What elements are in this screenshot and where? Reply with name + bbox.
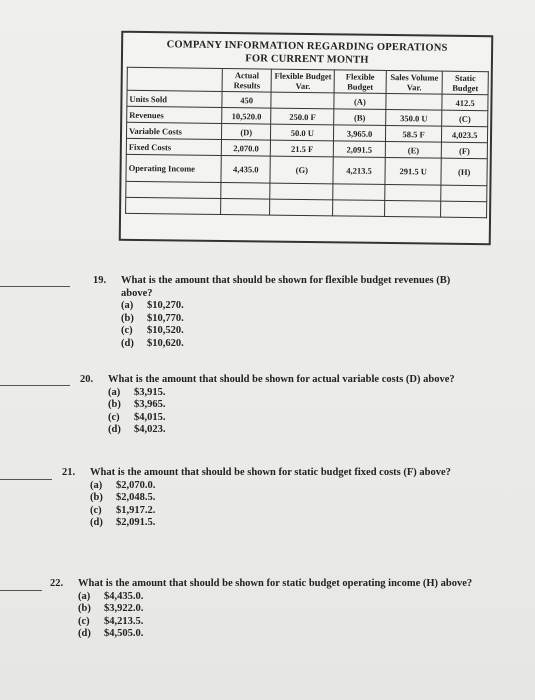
question-21 (62, 467, 520, 530)
table-cell: (H) (441, 158, 487, 186)
table-cell: 350.0 U (386, 109, 443, 126)
table-cell (271, 92, 334, 109)
option: (c) $10,520. (121, 325, 184, 336)
options-list (108, 387, 528, 437)
option: (c) $4,015. (108, 411, 166, 423)
operations-table-box (119, 31, 494, 246)
table-empty-row (126, 197, 487, 217)
answer-blank[interactable] (0, 479, 52, 480)
option: (a) $2,070.0. (90, 479, 156, 491)
option: (a) $10,270. (121, 300, 184, 311)
options-list (90, 480, 520, 530)
option: (d) $4,505.0. (78, 628, 144, 639)
table-title-line1: COMPANY INFORMATION REGARDING OPERATIONS (166, 39, 448, 54)
header-cell (127, 67, 222, 91)
options-list (121, 300, 481, 350)
table-cell: (B) (334, 109, 386, 126)
table-cell: (A) (334, 93, 386, 110)
table-cell: 3,965.0 (334, 125, 386, 142)
option: (b) $3,965. (108, 399, 166, 410)
question-stem: What is the amount that should be shown for static budget operating income (H) above? (78, 578, 473, 589)
table-cell: (D) (221, 123, 271, 140)
table-cell: 21.5 F (271, 140, 334, 157)
table-cell: (E) (385, 141, 442, 158)
option: (d) $2,091.5. (90, 517, 156, 528)
option: (a) $4,435.0. (78, 590, 144, 602)
answer-blank[interactable] (0, 590, 42, 591)
question-number: 22. (50, 578, 64, 589)
table-title-line2: FOR CURRENT MONTH (245, 53, 369, 66)
table-cell: (G) (270, 156, 333, 184)
option: (a) $3,915. (108, 386, 166, 398)
table-cell: 58.5 F (385, 125, 442, 142)
table-cell: 4,023.5 (442, 126, 488, 143)
option: (b) $3,922.0. (78, 603, 144, 614)
header-cell: Actual Results (222, 68, 272, 92)
question-number: 19. (93, 275, 107, 286)
option: (b) $10,770. (121, 312, 184, 324)
question-number: 20. (80, 374, 94, 385)
row-label: Revenues (127, 106, 222, 123)
option: (d) $10,620. (121, 337, 184, 349)
table-cell: 2,091.5 (333, 141, 385, 158)
question-stem: What is the amount that should be shown for static budget fixed costs (F) above? (90, 467, 451, 478)
table-cell: 2,070.0 (221, 139, 271, 156)
table-cell: 10,520.0 (222, 107, 272, 124)
question-22 (50, 578, 518, 641)
table-cell: 450 (222, 91, 272, 108)
answer-blank[interactable] (0, 286, 70, 287)
table-cell: 250.0 F (271, 108, 334, 125)
table-cell: 50.0 U (271, 124, 334, 141)
answer-blank[interactable] (0, 385, 70, 386)
option: (c) $4,213.5. (78, 615, 144, 627)
header-cell: Flexible Budget (334, 70, 386, 94)
question-number: 21. (62, 467, 76, 478)
table-cell: 291.5 U (385, 157, 442, 185)
table-cell: 4,213.5 (333, 157, 385, 185)
table-cell: (F) (442, 142, 488, 159)
header-cell: Flexible Budget Var. (272, 69, 335, 93)
row-label: Fixed Costs (126, 138, 221, 155)
option: (c) $1,917.2. (90, 504, 156, 516)
option: (d) $4,023. (108, 424, 166, 435)
header-cell: Sales Volume Var. (386, 70, 443, 94)
options-list (78, 591, 518, 641)
row-label: Variable Costs (126, 122, 221, 139)
table-title (123, 33, 491, 68)
table-cell: (C) (442, 110, 488, 127)
table-cell: 4,435.0 (221, 155, 271, 183)
operations-table (125, 67, 489, 218)
question-stem: What is the amount that should be shown for flexible budget revenues (B) above? (121, 275, 451, 299)
question-20 (80, 374, 528, 437)
table-cell: 412.5 (442, 94, 488, 111)
question-19 (93, 275, 481, 350)
header-cell: Static Budget (442, 71, 488, 95)
row-label: Operating Income (126, 154, 221, 182)
table-cell (386, 93, 443, 110)
row-label: Units Sold (127, 90, 222, 107)
option: (b) $2,048.5. (90, 492, 156, 503)
question-stem: What is the amount that should be shown for actual variable costs (D) above? (108, 374, 455, 385)
